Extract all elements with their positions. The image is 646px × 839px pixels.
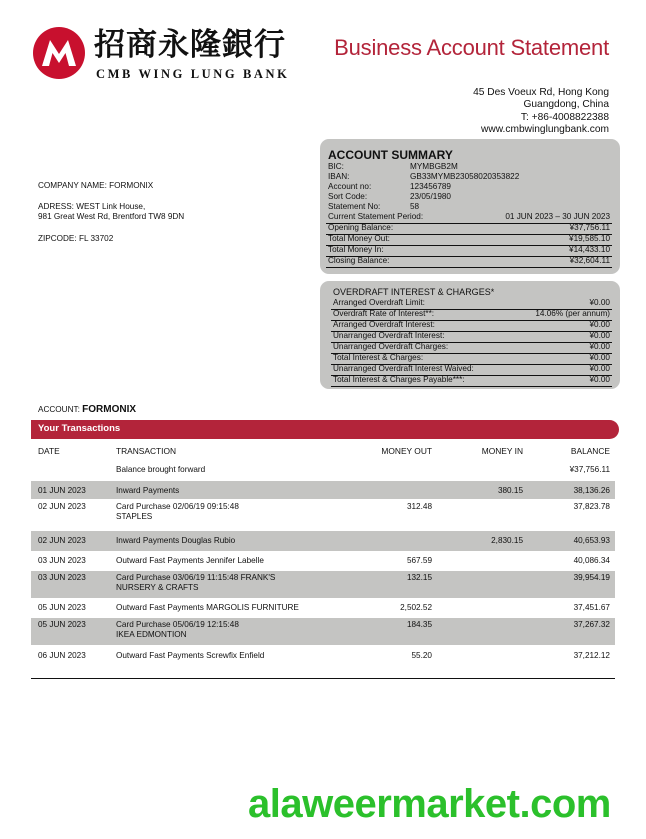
table-row: 06 JUN 2023 Outward Fast Payments Screwfix Enfield 55.20 37,212.12: [38, 651, 610, 660]
table-row: 01 JUN 2023 Inward Payments 380.15 38,136.26: [31, 481, 615, 499]
table-row: Balance brought forward ¥37,756.11: [116, 465, 610, 474]
overdraft-row: Total Interest & Charges Payable***: ¥0.00: [331, 375, 612, 387]
table-row: 03 JUN 2023 Card Purchase 03/06/19 11:15:48 FRANK'S NURSERY & CRAFTS 132.15 39,954.19: [31, 571, 615, 598]
bank-name-english: CMB WING LUNG BANK: [96, 67, 290, 81]
account-summary-panel: ACCOUNT SUMMARY BIC: MYMBGB2M IBAN: GB33MYMB23058020353822 Account no: 123456789 Sort Code: 23/05/1980 Statement No: 58 Current Statement Period: 01 JUN 2023 – 30 JUN 2023 Opening Balance: ¥37,756.11 Total Money Out: ¥19,585.10 Total Money In: ¥14,433.10 Closing Balance: ¥32,604.11: [320, 139, 620, 274]
overdraft-row: Arranged Overdraft Limit: ¥0.00: [331, 298, 612, 310]
overdraft-row: Arranged Overdraft Interest: ¥0.00: [331, 320, 612, 332]
header-money-in: MONEY IN: [481, 446, 523, 456]
overdraft-row: Unarranged Overdraft Interest: ¥0.00: [331, 331, 612, 343]
company-zipcode: ZIPCODE: FL 33702: [38, 234, 114, 243]
summary-row: Closing Balance: ¥32,604.11: [326, 256, 612, 268]
account-name: FORMONIX: [82, 404, 137, 415]
bank-name-chinese: 招商永隆銀行: [94, 27, 286, 63]
document-title: Business Account Statement: [334, 35, 609, 60]
header-money-out: MONEY OUT: [381, 446, 432, 456]
overdraft-row: Total Interest & Charges: ¥0.00: [331, 353, 612, 365]
summary-row: Opening Balance: ¥37,756.11: [326, 223, 612, 235]
website-link[interactable]: www.cmbwinglungbank.com: [481, 123, 609, 135]
transactions-section-title: Your Transactions: [38, 423, 121, 434]
overdraft-row: Overdraft Rate of Interest**: 14.06% (per annum): [331, 309, 612, 321]
overdraft-row: Unarranged Overdraft Charges: ¥0.00: [331, 342, 612, 354]
transactions-section-bar: [31, 420, 619, 439]
phone: T: +86-4008822388: [520, 111, 609, 123]
account-summary-title: ACCOUNT SUMMARY: [328, 148, 453, 162]
table-row: 05 JUN 2023 Card Purchase 05/06/19 12:15:48 IKEA EDMONTION 184.35 37,267.32: [31, 618, 615, 645]
table-row: 05 JUN 2023 Outward Fast Payments MARGOLIS FURNITURE 2,502.52 37,451.67: [38, 603, 610, 612]
account-label: ACCOUNT: FORMONIX: [38, 404, 137, 415]
company-name: COMPANY NAME: FORMONIX: [38, 181, 154, 190]
table-row: 02 JUN 2023 Inward Payments Douglas Rubio 2,830.15 40,653.93: [31, 531, 615, 551]
header-transaction: TRANSACTION: [116, 446, 177, 456]
header-balance: BALANCE: [570, 446, 610, 456]
company-address: ADRESS: WEST Link House, 981 Great West Rd, Brentford TW8 9DN: [38, 202, 185, 221]
table-row: 03 JUN 2023 Outward Fast Payments Jennifer Labelle 567.59 40,086.34: [38, 556, 610, 565]
table-row: 02 JUN 2023 Card Purchase 02/06/19 09:15:48 STAPLES 312.48 37,823.78: [38, 502, 610, 521]
address-line-2: Guangdong, China: [523, 99, 609, 111]
watermark-text: alaweermarket.com: [248, 782, 611, 826]
bank-address: [473, 87, 609, 136]
overdraft-title: OVERDRAFT INTEREST & CHARGES*: [333, 287, 495, 297]
summary-row: Total Money In: ¥14,433.10: [326, 245, 612, 257]
table-end-divider: [31, 678, 615, 679]
address-line-1: 45 Des Voeux Rd, Hong Kong: [473, 87, 609, 98]
header-date: DATE: [38, 446, 60, 456]
overdraft-row: Unarranged Overdraft Interest Waived: ¥0.00: [331, 364, 612, 376]
summary-row: Current Statement Period: 01 JUN 2023 – 30 JUN 2023: [326, 212, 612, 224]
bank-logo-icon: [33, 27, 85, 79]
overdraft-panel: [320, 281, 620, 389]
summary-row: Total Money Out: ¥19,585.10: [326, 234, 612, 246]
